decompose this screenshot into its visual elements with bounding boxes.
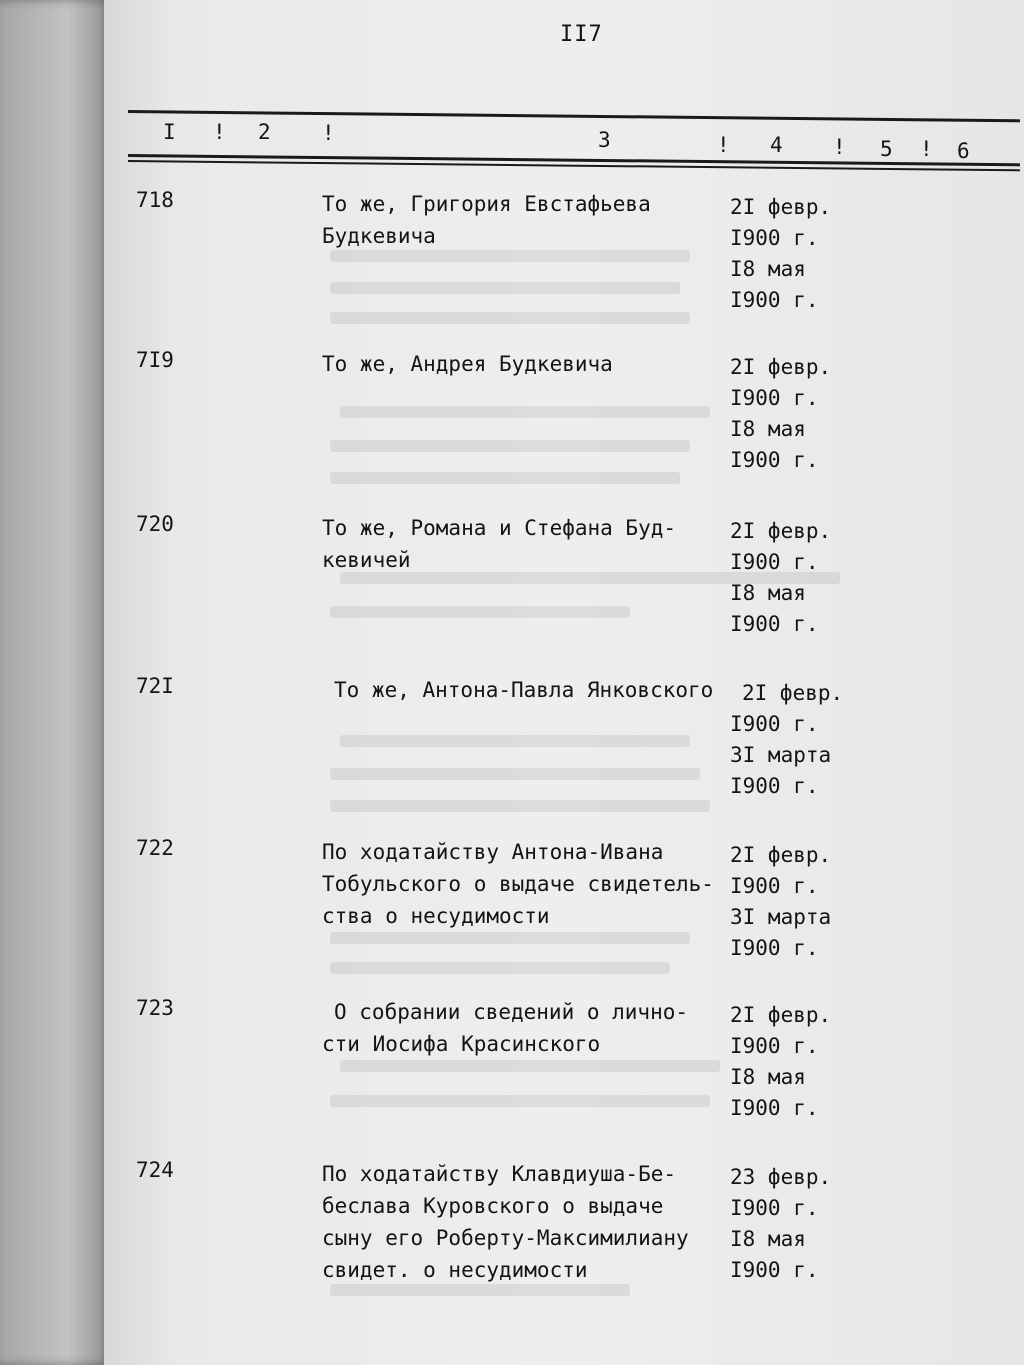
date-line: I900 г. xyxy=(730,1258,819,1282)
entry-description xyxy=(334,674,734,706)
description-line: сыну его Роберту-Максимилиану xyxy=(322,1226,689,1250)
entry-number: 72I xyxy=(136,674,174,698)
date-line: 2I февр. xyxy=(730,355,832,379)
description-line: Будкевича xyxy=(322,224,436,248)
description-line: То же, Григория Евстафьева xyxy=(322,192,651,216)
date-line: I900 г. xyxy=(730,612,819,636)
date-line: I900 г. xyxy=(730,1034,819,1058)
entry-description xyxy=(322,836,722,932)
register-entry xyxy=(0,1158,1024,1282)
header-col-2: 2 xyxy=(258,120,271,144)
entry-number: 724 xyxy=(136,1158,174,1182)
date-line: I900 г. xyxy=(730,448,819,472)
entry-dates xyxy=(730,192,831,316)
register-entry xyxy=(0,188,1024,312)
date-line: 23 февр. xyxy=(730,1165,832,1189)
entry-number: 7I9 xyxy=(136,348,174,372)
entry-dates xyxy=(730,1162,831,1286)
date-line: I8 мая xyxy=(730,417,806,441)
description-line: То же, Андрея Будкевича xyxy=(322,352,613,376)
date-line: I8 мая xyxy=(730,1065,806,1089)
date-line: I900 г. xyxy=(730,550,819,574)
date-line: I8 мая xyxy=(730,581,806,605)
date-line: 2I февр. xyxy=(730,843,832,867)
header-separator: ! xyxy=(717,133,730,157)
register-entry xyxy=(0,996,1024,1120)
header-separator: ! xyxy=(833,135,846,159)
entry-description xyxy=(322,188,722,252)
date-line: 2I февр. xyxy=(730,1003,832,1027)
description-line: То же, Антона-Павла Янковского xyxy=(334,678,714,702)
header-col-3: 3 xyxy=(598,128,611,152)
header-col-1: I xyxy=(163,120,176,144)
header-col-5: 5 xyxy=(880,137,893,161)
entry-dates xyxy=(730,516,831,640)
header-separator: ! xyxy=(213,120,226,144)
entry-description xyxy=(322,996,734,1060)
date-line: I900 г. xyxy=(730,1196,819,1220)
header-separator: ! xyxy=(920,137,933,161)
description-line: По ходатайству Клавдиуша-Бе- xyxy=(322,1162,677,1186)
description-line: ства о несудимости xyxy=(322,904,550,928)
description-line: То же, Романа и Стефана Буд- xyxy=(322,516,677,540)
entry-description xyxy=(322,512,722,576)
entry-number: 718 xyxy=(136,188,174,212)
date-line: I900 г. xyxy=(730,386,819,410)
page-number: II7 xyxy=(560,22,603,47)
register-entry xyxy=(0,836,1024,960)
entry-number: 722 xyxy=(136,836,174,860)
register-entry xyxy=(0,348,1024,472)
date-line: I8 мая xyxy=(730,1227,806,1251)
entry-dates xyxy=(730,352,831,476)
date-line: 2I февр. xyxy=(730,195,832,219)
entry-number: 723 xyxy=(136,996,174,1020)
header-col-4: 4 xyxy=(770,133,783,157)
description-line: сти Иосифа Красинского xyxy=(322,1032,601,1056)
entry-dates xyxy=(730,840,831,964)
date-line: 3I марта xyxy=(730,905,832,929)
date-line: I900 г. xyxy=(730,774,819,798)
entry-dates xyxy=(730,1000,831,1124)
description-line: По ходатайству Антона-Ивана xyxy=(322,840,664,864)
date-line: I900 г. xyxy=(730,226,819,250)
date-line: I900 г. xyxy=(730,288,819,312)
date-line: I900 г. xyxy=(730,712,819,736)
register-entry xyxy=(0,512,1024,636)
description-line: свидет. о несудимости xyxy=(322,1258,588,1282)
date-line: 3I марта xyxy=(730,743,832,767)
description-line: беслава Куровского о выдаче xyxy=(322,1194,664,1218)
entry-description xyxy=(322,348,722,380)
date-line: 2I февр. xyxy=(742,681,844,705)
date-line: I900 г. xyxy=(730,874,819,898)
description-line: кевичей xyxy=(322,548,411,572)
facing-page-edge xyxy=(0,0,112,1365)
date-line: 2I февр. xyxy=(730,519,832,543)
date-line: I900 г. xyxy=(730,936,819,960)
header-col-6: 6 xyxy=(957,139,970,163)
header-separator: ! xyxy=(322,121,335,145)
date-line: I8 мая xyxy=(730,257,806,281)
entry-description xyxy=(322,1158,722,1286)
entry-number: 720 xyxy=(136,512,174,536)
date-line: I900 г. xyxy=(730,1096,819,1120)
description-line: О собрании сведений о лично- xyxy=(334,1000,689,1024)
register-entry xyxy=(0,674,1024,798)
description-line: Тобульского о выдаче свидетель- xyxy=(322,872,714,896)
entry-dates xyxy=(730,678,843,802)
